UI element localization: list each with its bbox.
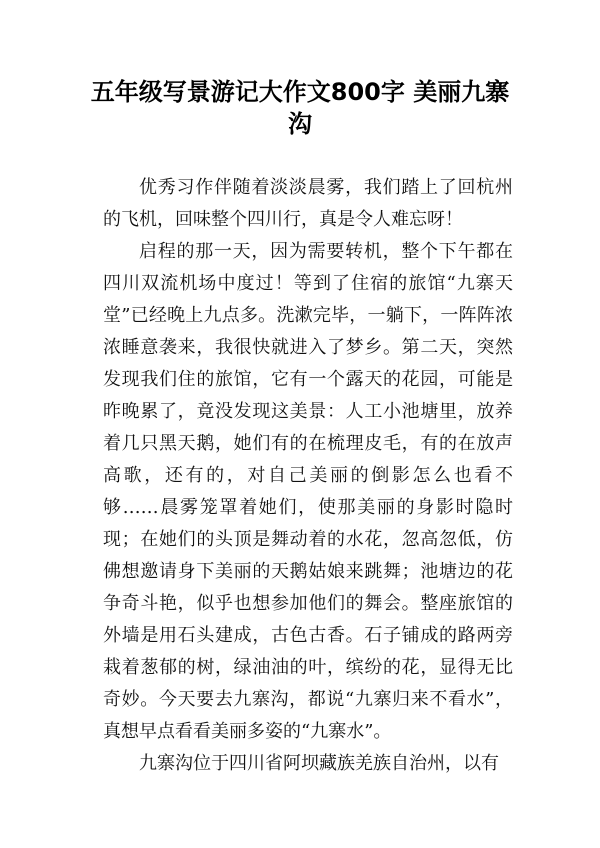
paragraph-3: 九寨沟位于四川省阿坝藏族羌族自治州，以有 <box>139 753 499 774</box>
document-title: 五年级写景游记大作文800字 美丽九寨沟 <box>90 78 510 138</box>
document-body <box>103 172 513 780</box>
paragraph-1: 优秀习作伴随着淡淡晨雾，我们踏上了回杭州的飞机，回味整个四川行，真是令人难忘呀！ <box>103 177 513 230</box>
paragraph-2: 启程的那一天，因为需要转机，整个下午都在四川双流机场中度过！等到了住宿的旅馆“九寨天堂”已经晚上九点多。洗漱完毕，一躺下，一阵阵浓浓睡意袭来，我很快就进入了梦乡。第二天，突然发现我们住的旅馆，它有一个露天的花园，可能是昨晚累了，竟没发现这美景：人工小池塘里，放养着几只黑天鹅，她们有的在梳理皮毛，有的在放声高歌，还有的，对自己美丽的倒影怎么也看不够……晨雾笼罩着她们，使那美丽的身影时隐时现；在她们的头顶是舞动着的水花，忽高忽低，仿佛想邀请身下美丽的天鹅姑娘来跳舞；池塘边的花争奇斗艳，似乎也想参加他们的舞会。整座旅馆的外墙是用石头建成，古色古香。石子铺成的路两旁栽着葱郁的树，绿油油的叶，缤纷的花，显得无比奇妙。今天要去九寨沟，都说“九寨归来不看水”，真想早点看看美丽多姿的“九寨水”。 <box>103 241 513 742</box>
